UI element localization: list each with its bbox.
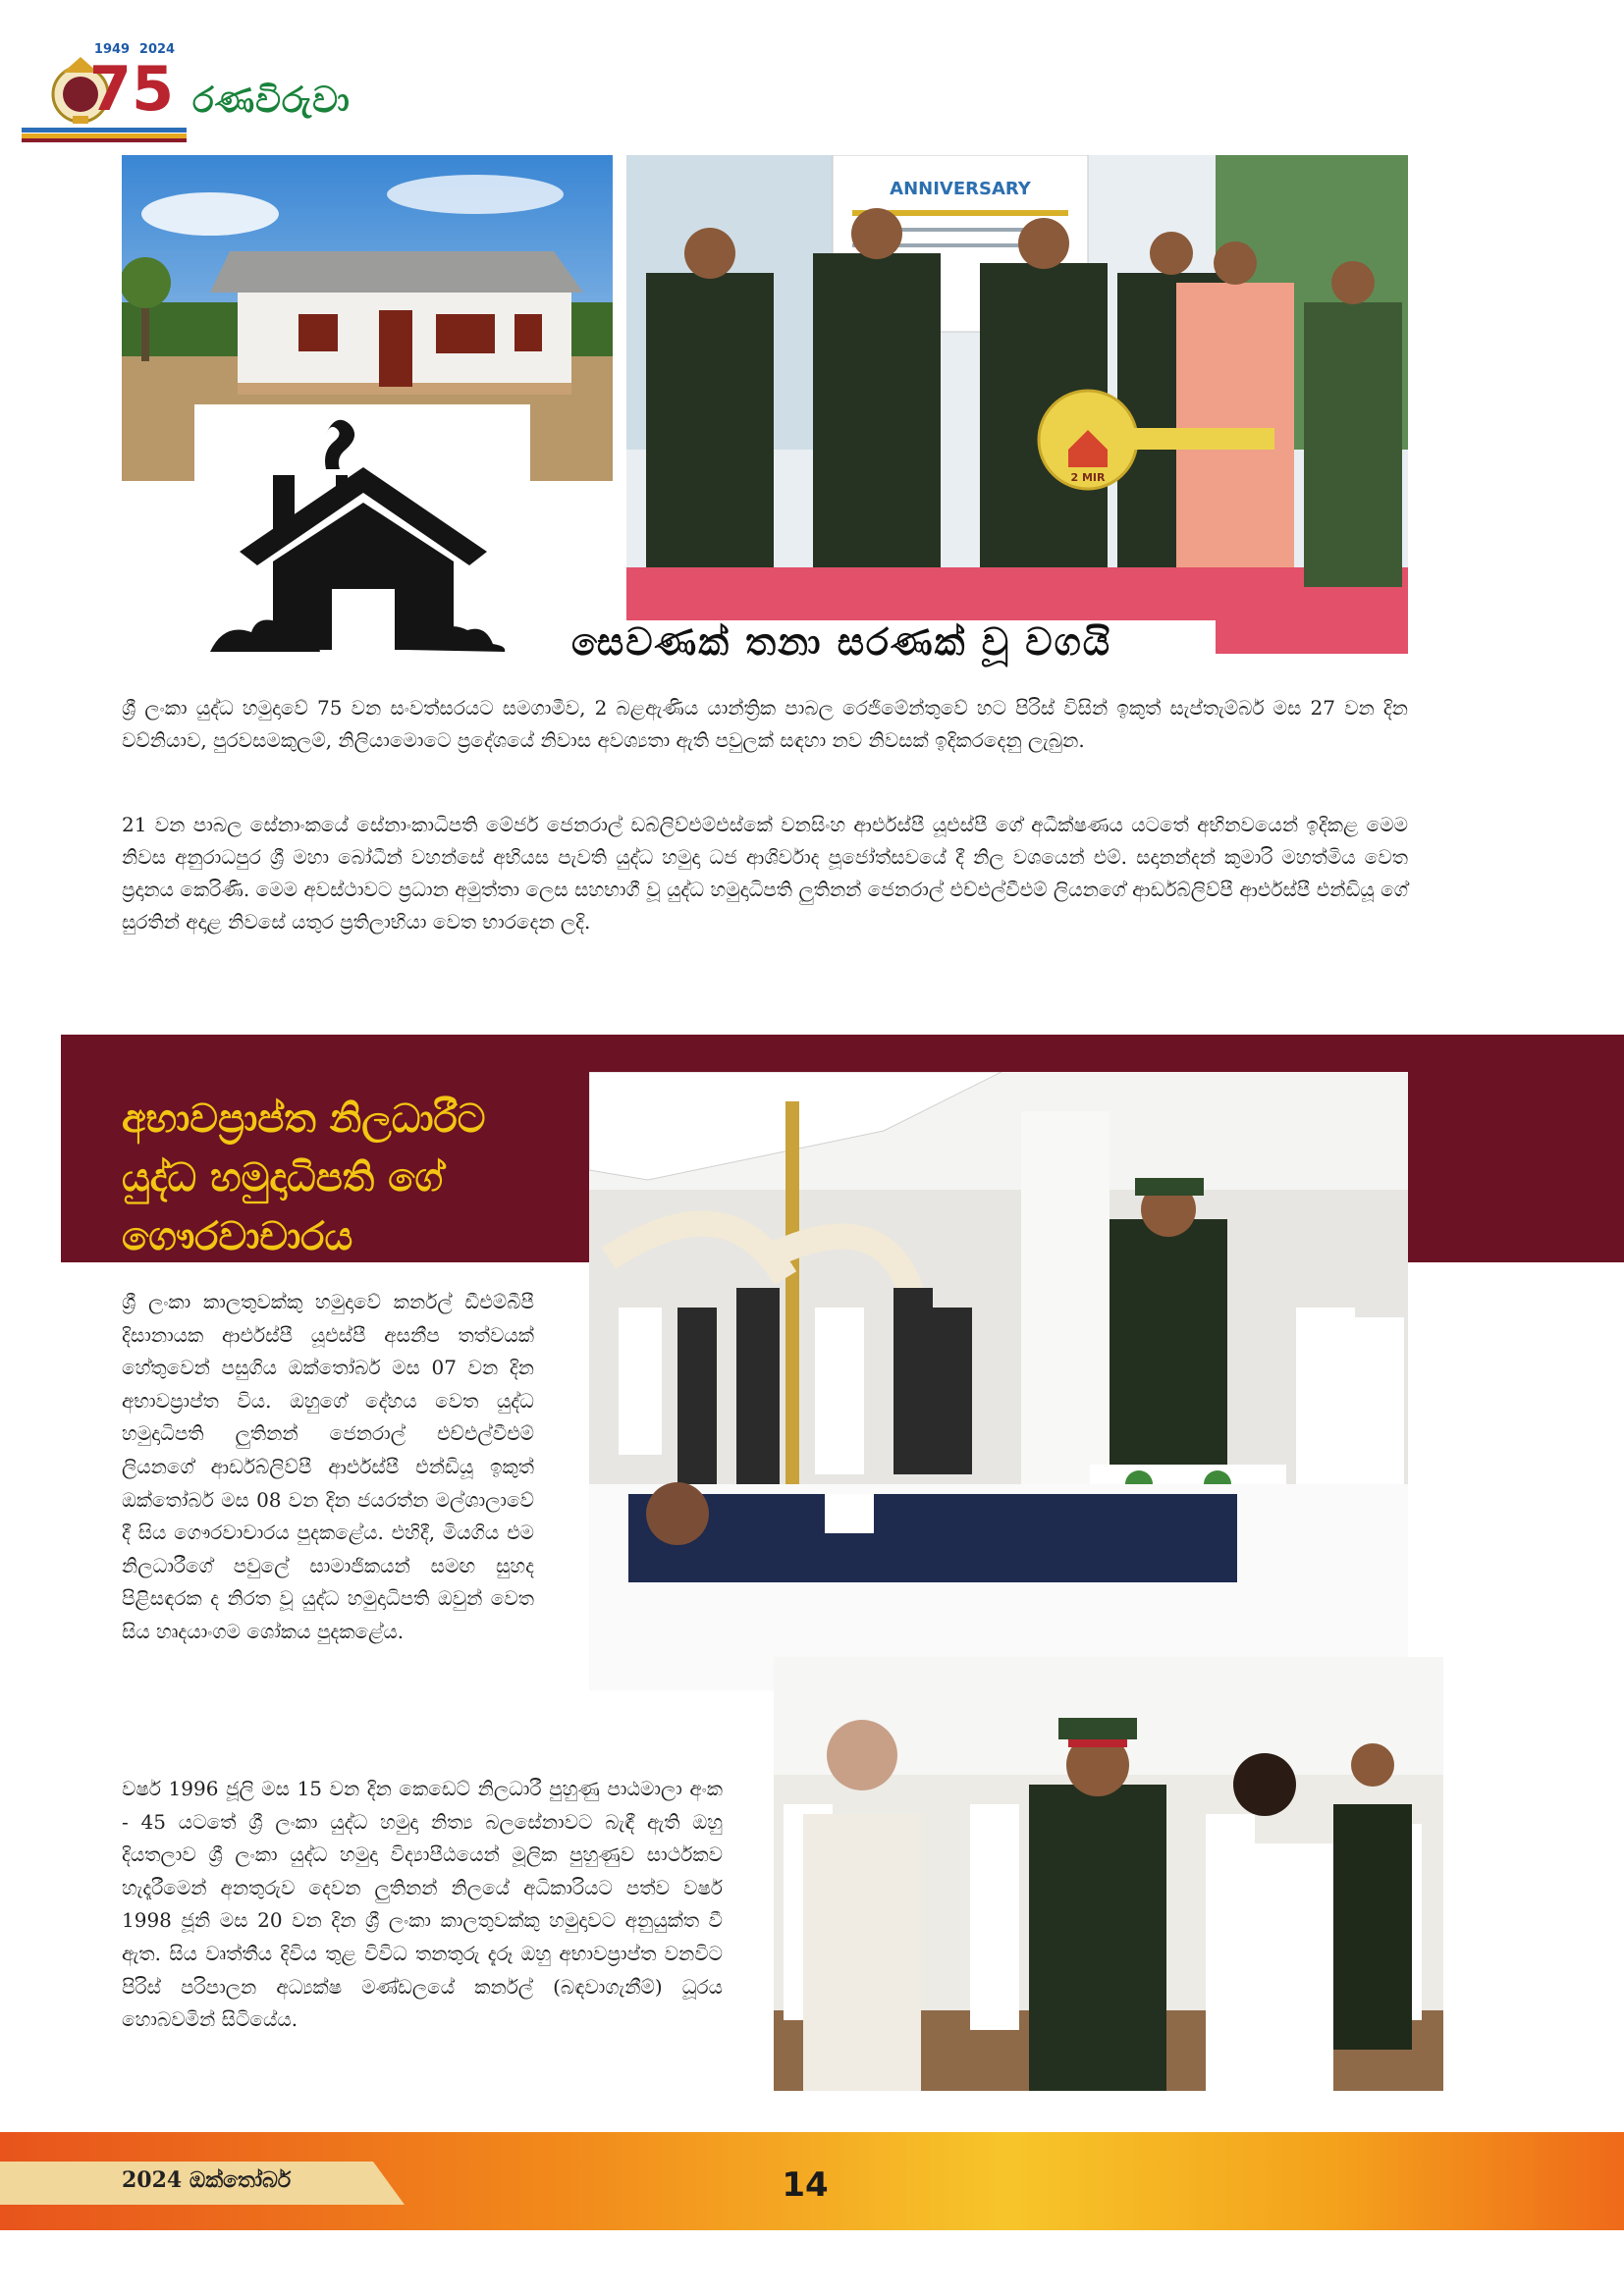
anniversary-banner-text: ANNIVERSARY (890, 179, 1031, 199)
article1-headline: සෙවණක් තනා සරණක් වූ වගයි (568, 620, 1216, 677)
logo-year-right: 2024 (138, 42, 176, 57)
article2-headline-line3: ගෞරවාචාරය (122, 1214, 353, 1259)
article2-paragraph1: ශ්‍රී ලංකා කාලතුවක්කු හමුදාවේ කර්නල් ඩීඑම්බීපී දිසානායක ආර්එස්පී යූඑස්පී අසනීප තත්වයක් හේතුවෙන් පසුගිය ඔක්තෝබර් මස 07 වන දින අභාවප්‍රාප්ත විය. ඔහුගේ දේහය වෙත යුද්ධ හමුදාධිපති ලුතිනන් ජෙනරාල් එච්එල්වීඑම් ලියනගේ ආර්ඩබ්ලිව්පී ආර්එස්පී එන්ඩියූ ඉකුත් ඔක්තෝබර් මස 08 වන දින ජයරත්න මල්ශාලාවේ දී සිය ගෞරවාචාරය පුදකළේය. එහිදී, මියගිය එම නිලධාරීගේ පවුලේ සාමාජිකයන් සමඟ සුහද පිළිසඳරක ද නිරත වූ යුද්ධ හමුදාධිපති ඔවුන් වෙත සිය හෘදයාංගම ශෝකය පුදකළේය. (122, 1290, 534, 1643)
article2-headline (122, 1090, 583, 1266)
army-75-anniversary-logo (22, 33, 189, 143)
page-number: 14 (782, 2165, 829, 2205)
house-icon (194, 404, 530, 677)
logo-year-left: 1949 (93, 42, 131, 57)
issue-date: 2024 ඔක්තෝබර් (122, 2167, 292, 2193)
condolence-photo (774, 1657, 1443, 2091)
article2-headline-line2: යුද්ධ හමුදාධිපති ගේ (122, 1155, 444, 1201)
key-handover-photo (626, 155, 1408, 654)
article1-paragraph2: 21 වන පාබල සේනාංකයේ සේනාංකාධිපති මේජර් ජෙනරාල් ඩබ්ලිව්එම්එස්කේ වනසිංහ ආර්එස්පී යූඑස්පී ගේ අධීක්ෂණය යටතේ අභිනවයෙන් ඉදිකළ මෙම නිවස අනුරාධපුර ශ්‍රී මහා බෝධීන් වහන්සේ අභියස පැවති යුද්ධ හමුදා ධජ ආශිර්වාද පූජෝත්සවයේ දී නිල වශයෙන් එම්. සදානන්දන් කුමාරි මහත්මිය වෙත ප්‍රදානය කෙරිණි. මෙම අවස්ථාවට ප්‍රධාන අමුත්තා ලෙස සහභාගී වූ යුද්ධ හමුදාධිපති ලුතිනන් ජෙනරාල් එච්එල්වීඑම් ලියනගේ ආර්ඩබ්ලිව්පී ආර්එස්පී එන්ඩියූ ගේ සුරතින් අදාළ නිවසේ යතුර ප්‍රතිලාභියා වෙත භාරදෙන ලදි. (122, 813, 1408, 934)
funeral-salute-photo (589, 1072, 1408, 1690)
article2-headline-line1: අභාවප්‍රාප්ත නිලධාරීට (122, 1096, 486, 1142)
article2-paragraph2: වර්ෂ 1996 ජූලි මස 15 වන දින කෙඩෙට් නිලධාරී පුහුණු පාඨමාලා අංක - 45 යටතේ ශ්‍රී ලංකා යුද්ධ හමුදා නිත්‍ය බලසේනාවට බැඳී ඇති ඔහු දියතලාව ශ්‍රී ලංකා යුද්ධ හමුදා විද්‍යාපීඨයෙන් මූලික පුහුණුව සාර්ථකව හැදෑරීමෙන් අනතුරුව දෙවන ලුතිනන් නිලයේ අධිකාරියට පත්ව වර්ෂ 1998 ජූනි මස 20 වන දින ශ්‍රී ලංකා කාලතුවක්කු හමුදාවට අනුයුක්ත වී ඇත. සිය වෘත්තීය දිවිය තුළ විවිධ තනතුරු දැරූ ඔහු අභාවප්‍රාප්ත වනවිට පිරිස් පරිපාලන අධ්‍යක්ෂ මණ්ඩලයේ කර්නල් (බඳවාගැනීම්) ධූරය හොබවමින් සිටියේය. (122, 1777, 723, 2032)
article1-paragraph1: ශ්‍රී ලංකා යුද්ධ හමුදාවේ 75 වන සංවත්සරයට සමගාමීව, 2 බළඇණිය යාන්ත්‍රික පාබල රෙජිමේන්තුවේ හට පිරිස් විසින් ඉකුත් සැප්තැම්බර් මස 27 වන දින වව්නියාව, පුරවසමකුලම්, නිලියාමොටෙ ප්‍රදේශයේ නිවාස අවශ්‍යතා ඇති පවුලක් සඳහා නව නිවසක් ඉදිකරදෙනු ලැබුන. (122, 696, 1408, 752)
logo-number: 75 (88, 53, 175, 125)
publication-name: රණවිරුවා (192, 80, 351, 121)
key-label-text: 2 MIR (1070, 471, 1106, 484)
